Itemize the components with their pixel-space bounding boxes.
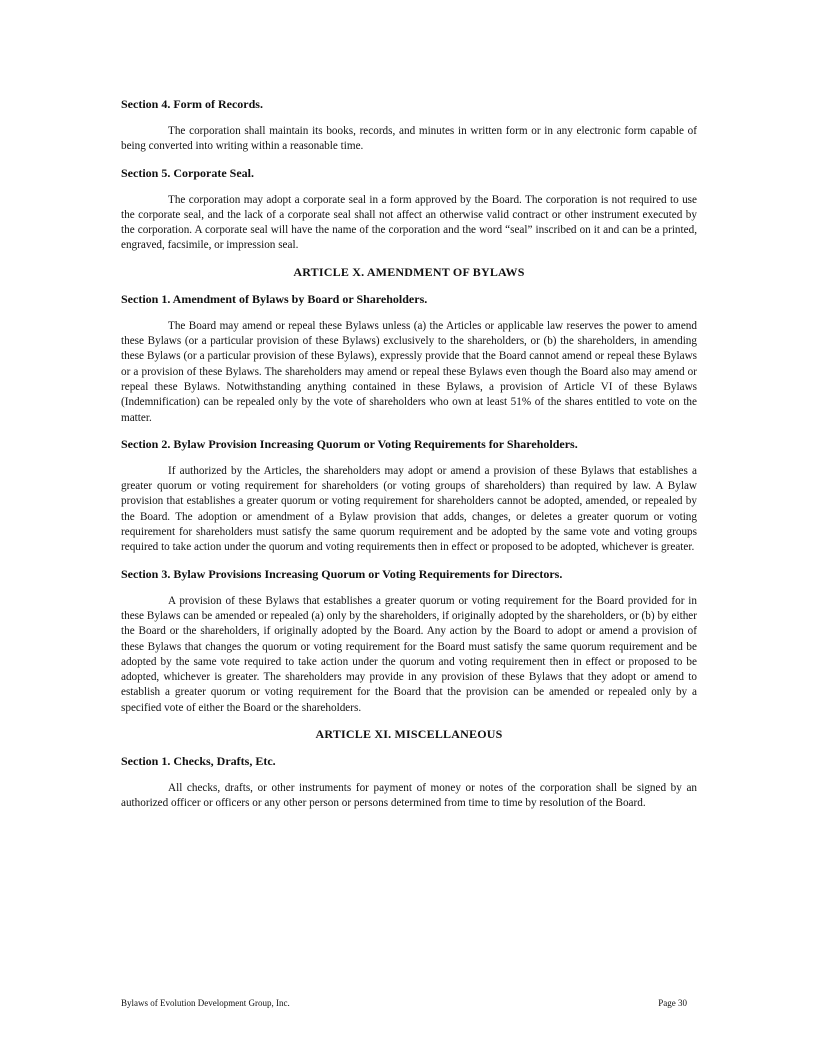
paragraph-form-of-records: The corporation shall maintain its books, records, and minutes in written form or in any electronic form capable of being converted into writing within a reasonable time. (121, 125, 697, 153)
article-heading-amendment: ARTICLE X. AMENDMENT OF BYLAWS (293, 264, 525, 279)
section-heading-amendment-by-board: Section 1. Amendment of Bylaws by Board or Shareholders. (121, 291, 428, 306)
paragraph-checks-drafts: All checks, drafts, or other instruments for payment of money or notes of the corporation shall be signed by an authorized officer or officers or any other person or persons determined from time to time by resolution of the Board. (121, 782, 697, 810)
page-body (121, 97, 697, 823)
paragraph-quorum-shareholders: If authorized by the Articles, the shareholders may adopt or amend a provision of these Bylaws that establishes a greater quorum or voting requirement for shareholders (or voting groups of shareholders) than required by law. A Bylaw provision that establishes a greater quorum or voting requirement for shareholders cannot be adopted, amended, or repealed by the Board. The adoption or amendment of a Bylaw provision that adds, changes, or deletes a greater quorum or voting requirement for shareholders must satisfy the same quorum requirement and be adopted by the same vote and voting groups required to take action under the quorum and voting requirements then in effect or proposed to be adopted, whichever is greater. (121, 464, 697, 554)
paragraph-amendment-by-board: The Board may amend or repeal these Bylaws unless (a) the Articles or applicable law reserves the power to amend these Bylaws (or a particular provision of these Bylaws) exclusively to the shareholders, or (b) the shareholders, in amending these Bylaws (or a particular provision of these Bylaws), expressly provide that the Board cannot amend or repeal these Bylaws or a provision of these Bylaws. The shareholders may amend or repeal these Bylaws even though the Board also may amend or repeal these Bylaws. Notwithstanding anything contained in these Bylaws, a provision of Article VI of these Bylaws (Indemnification) can be repealed only by the vote of shareholders who own at least 51% of the shares entitled to vote on the matter. (121, 319, 697, 424)
section-heading-checks-drafts: Section 1. Checks, Drafts, Etc. (121, 754, 276, 769)
section-heading-corporate-seal: Section 5. Corporate Seal. (121, 165, 254, 180)
footer-document-title: Bylaws of Evolution Development Group, Inc. (121, 998, 290, 1008)
footer-page-number: Page 30 (658, 998, 687, 1008)
section-heading-quorum-shareholders: Section 2. Bylaw Provision Increasing Quorum or Voting Requirements for Shareholders. (121, 436, 578, 451)
section-heading-quorum-directors: Section 3. Bylaw Provisions Increasing Quorum or Voting Requirements for Directors. (121, 566, 563, 581)
paragraph-corporate-seal: The corporation may adopt a corporate seal in a form approved by the Board. The corporation is not required to use the corporate seal, and the lack of a corporate seal shall not affect an otherwise valid contract or other instrument executed by the corporation. A corporate seal will have the name of the corporation and the word “seal” inscribed on it and can be a printed, engraved, facsimile, or impression seal. (121, 193, 697, 252)
paragraph-quorum-directors: A provision of these Bylaws that establishes a greater quorum or voting requirement for the Board provided for in these Bylaws can be amended or repealed (a) only by the shareholders, if originally adopted by the shareholders, or (b) by either the Board or the shareholders, if originally adopted by the Board. Any action by the Board to adopt or amend a provision of these Bylaws that changes the quorum or voting requirement for the Board must satisfy the same quorum requirement and be adopted by the same vote required to take action under the quorum and voting requirement then in effect or proposed to be adopted, whichever is greater. The shareholders may provide in any provision of these Bylaws that they adopt or amend to establish a greater quorum or voting requirement for the Board that the provision can be amended or repealed only by a specified vote of either the Board or the shareholders. (121, 594, 697, 714)
section-heading-form-of-records: Section 4. Form of Records. (121, 97, 263, 111)
article-heading-miscellaneous: ARTICLE XI. MISCELLANEOUS (315, 727, 503, 742)
